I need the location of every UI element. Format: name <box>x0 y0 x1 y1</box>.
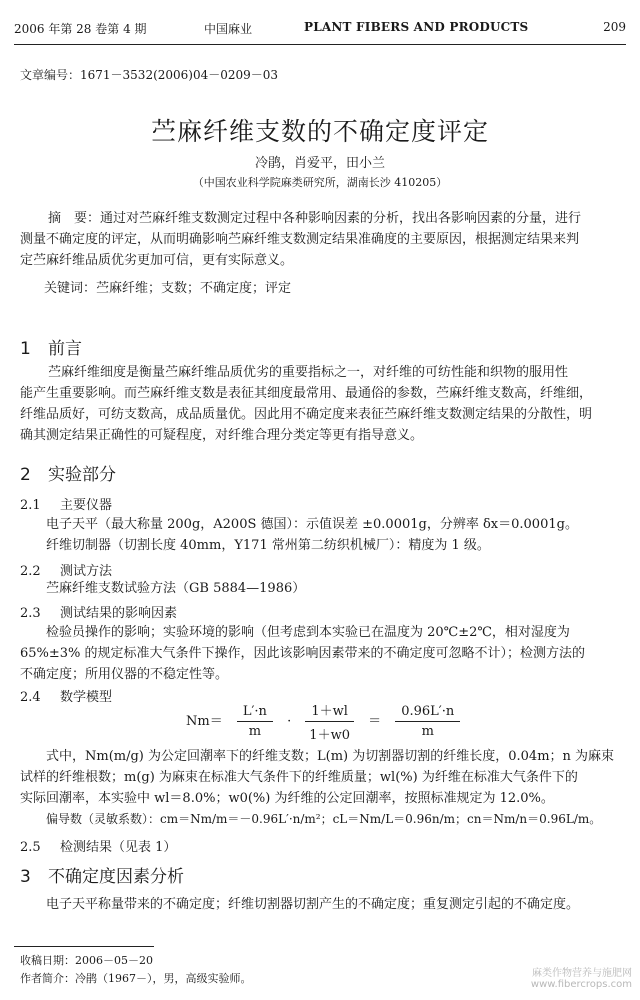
formula-fraction <box>305 700 354 743</box>
formula-denominator: m <box>421 724 434 739</box>
paper-title: 苎麻纤维支数的不确定度评定 <box>150 117 489 146</box>
subsection-number: 2.3 <box>20 606 41 621</box>
article-number: 文章编号：1671－3532(2006)04－0209－03 <box>20 68 279 82</box>
paragraph-line: 确其测定结果正确性的可疑程度，对纤维合理分类定等更有指导意义。 <box>20 428 424 443</box>
section-1-body <box>20 362 624 446</box>
paragraph-line: 检验员操作的影响；实验环境的影响（但考虑到本实验已在温度为 20℃±2℃，相对湿度为 <box>46 625 570 640</box>
subsection-heading-2-2 <box>20 560 112 579</box>
subsection-number: 2.1 <box>20 498 41 513</box>
section-number: 1 <box>20 339 31 359</box>
subsection-number: 2.2 <box>20 564 41 579</box>
paragraph-line: 纤维切制器（切割长度 40mm，Y171 常州第二纺织机械厂）：精度为 1 级。 <box>46 538 490 553</box>
formula-numerator: 0.96L′·n <box>395 704 460 722</box>
subsection-number: 2.4 <box>20 690 41 705</box>
paragraph-line: 试样的纤维根数；m(g) 为麻束在标准大气条件下的纤维质量；wl(%) 为纤维在标准大气条件下的 <box>20 770 578 785</box>
watermark-site-name: 麻类作物营养与施肥网 <box>532 968 632 979</box>
subsection-2-3-body <box>20 622 624 685</box>
section-title: 不确定度因素分析 <box>48 867 184 887</box>
subsection-2-4-body <box>20 746 624 830</box>
subsection-title: 检测结果（见表 1） <box>60 840 177 855</box>
abstract <box>20 208 620 271</box>
journal-name-cn: 中国麻业 <box>204 22 253 36</box>
paragraph-line: 不确定度；所用仪器的不稳定性等。 <box>20 667 229 682</box>
paragraph-line: 纤维品质好，可纺支数高，成品质量优。因此用不确定度来表征苎麻纤维支数测定结果的分散性，明 <box>20 407 593 422</box>
affiliation: （中国农业科学院麻类研究所，湖南长沙 410205） <box>192 176 448 189</box>
paragraph-line: 电子天平（最大称量 200g，A200S 德国）：示值误差 ±0.0001g，分辨率 δx＝0.0001g。 <box>46 517 578 532</box>
abstract-line: 定苎麻纤维品质优劣更加可信，更有实际意义。 <box>20 253 294 268</box>
formula-lhs: Nm＝ <box>186 714 223 729</box>
section-title: 实验部分 <box>48 465 116 485</box>
page-number: 209 <box>603 20 626 34</box>
math-model-formula <box>186 700 470 743</box>
subsection-title: 数学模型 <box>60 690 113 705</box>
formula-operator: · <box>287 714 292 729</box>
footnote-rule <box>14 946 154 947</box>
formula-numerator: 1＋wl <box>305 700 354 722</box>
paragraph-line: 式中，Nm(m/g) 为公定回潮率下的纤维支数；L(m) 为切割器切割的纤维长度，0.04m；n 为麻束 <box>46 749 615 764</box>
paragraph-line: 65%±3% 的规定标准大气条件下操作，因此该影响因素带来的不确定度可忽略不计）；检测方法的 <box>20 646 586 661</box>
abstract-line: 测量不确定度的评定，从而明确影响苎麻纤维支数测定结果准确度的主要原因，根据测定结果来判 <box>20 232 580 247</box>
formula-denominator: m <box>248 724 262 739</box>
received-date: 收稿日期：2006－05－20 <box>20 954 153 967</box>
section-heading-3 <box>20 862 184 887</box>
header-rule <box>14 44 626 45</box>
subsection-title: 测试结果的影响因素 <box>60 606 178 621</box>
formula-denominator: 1＋w0 <box>309 728 350 743</box>
formula-fraction <box>237 704 273 739</box>
formula-numerator: L′·n <box>237 704 273 722</box>
keywords: 关键词：苎麻纤维；支数；不确定度；评定 <box>44 281 292 296</box>
paragraph-line: 偏导数（灵敏系数）：cm＝Nm/m＝－0.96L′·n/m²；cL＝Nm/L＝0.96n/m；cn＝Nm/n＝0.96L/m。 <box>46 812 602 826</box>
section-3-body <box>20 894 624 915</box>
journal-name-en: PLANT FIBERS AND PRODUCTS <box>304 20 529 34</box>
section-heading-2 <box>20 460 116 485</box>
section-heading-1 <box>20 334 82 359</box>
author-bio: 作者简介：冷鹃（1967－），男，高级实验师。 <box>20 972 252 985</box>
subsection-heading-2-5 <box>20 836 176 855</box>
subsection-number: 2.5 <box>20 840 41 855</box>
paragraph-line: 苎麻纤维细度是衡量苎麻纤维品质优劣的重要指标之一，对纤维的可纺性能和织物的服用性 <box>48 365 569 380</box>
paragraph-line: 实际回潮率，本实验中 wl＝8.0%；w0(%) 为纤维的公定回潮率，按照标准规定为 12.0%。 <box>20 791 554 806</box>
paragraph-line: 苎麻纤维支数试验方法（GB 5884—1986） <box>46 581 306 596</box>
running-header <box>14 20 626 40</box>
subsection-title: 测试方法 <box>60 564 113 579</box>
subsection-2-2-body <box>46 578 624 599</box>
paragraph-line: 电子天平称量带来的不确定度；纤维切割器切割产生的不确定度；重复测定引起的不确定度。 <box>46 897 580 912</box>
formula-equals: ＝ <box>368 714 382 729</box>
section-title: 前言 <box>48 339 82 359</box>
paragraph-line: 能产生重要影响。而苎麻纤维支数是表征其细度最常用、最通俗的参数，苎麻纤维支数高，纤维细， <box>20 386 593 401</box>
subsection-heading-2-3 <box>20 602 177 621</box>
subsection-heading-2-4 <box>20 686 112 705</box>
section-number: 2 <box>20 465 31 485</box>
watermark-url: www.fibercrops.com <box>530 979 632 990</box>
subsection-heading-2-1 <box>20 494 112 513</box>
formula-fraction <box>395 704 460 739</box>
subsection-2-1-body <box>46 514 624 556</box>
abstract-line: 摘 要：通过对苎麻纤维支数测定过程中各种影响因素的分析，找出各影响因素的分量，进行 <box>48 211 582 226</box>
section-number: 3 <box>20 867 31 887</box>
authors: 冷鹃，肖爱平，田小兰 <box>254 156 385 171</box>
issue-info: 2006 年第 28 卷第 4 期 <box>14 22 147 36</box>
subsection-title: 主要仪器 <box>60 498 113 513</box>
